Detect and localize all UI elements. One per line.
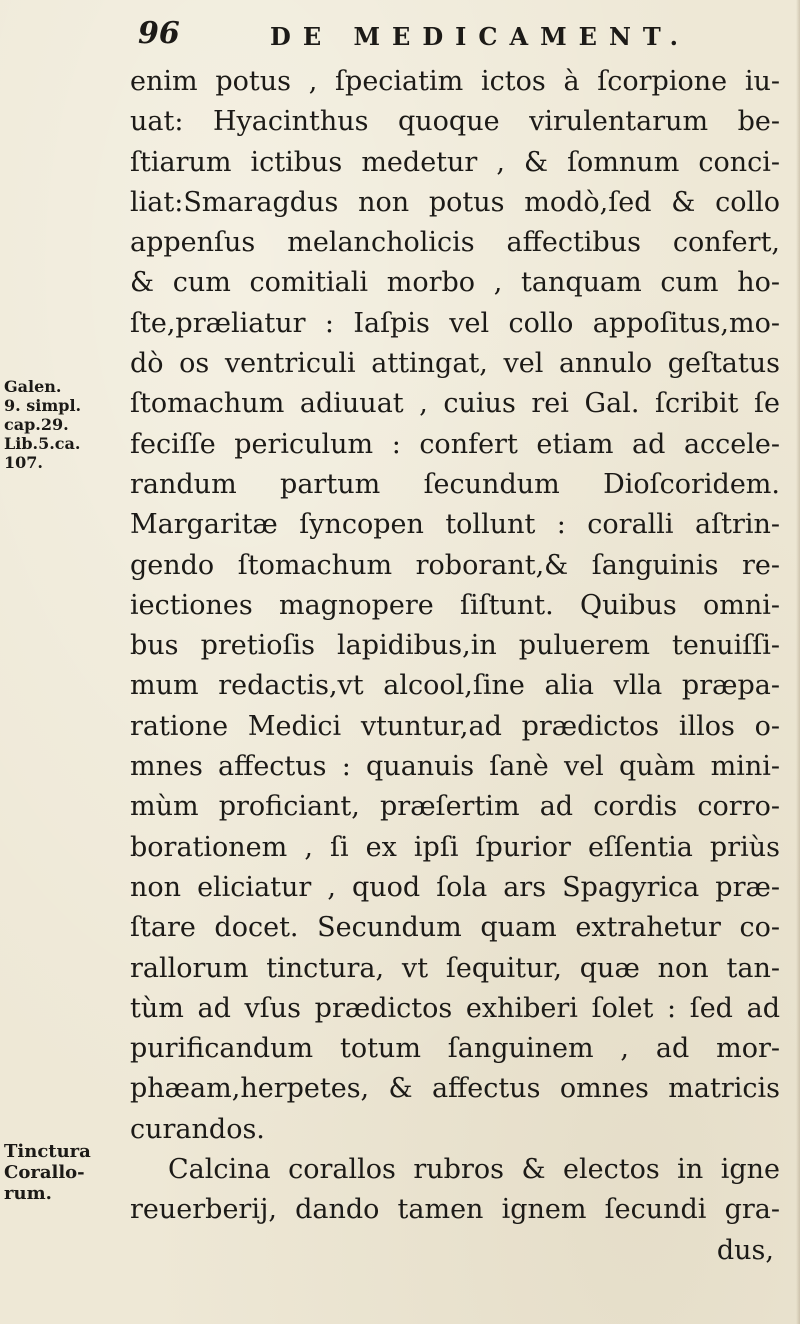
text-line: mùm proficiant, præſertim ad cordis corro- xyxy=(130,791,780,823)
text-line: ſtiarum ictibus medetur , & ſomnum conci- xyxy=(130,146,780,178)
margin-note-line: rum. xyxy=(4,1183,52,1204)
page-header xyxy=(130,16,780,60)
margin-note-line: 107. xyxy=(4,453,43,472)
text-line: phæam,herpetes, & affectus omnes matricis xyxy=(130,1073,780,1105)
text-line: purificandum totum ſanguinem , ad mor- xyxy=(130,1033,780,1065)
margin-note-line: Lib.5.ca. xyxy=(4,434,81,453)
text-line: dò os ventriculi attingat, vel annulo geſtatus xyxy=(130,348,780,380)
text-line: mum redactis,vt alcool,ſine alia vlla præpa- xyxy=(130,670,780,702)
text-line: reuerberij, dando tamen ignem ſecundi gra- xyxy=(130,1194,780,1226)
text-line: bus pretioſis lapidibus,in puluerem tenuiſſi- xyxy=(130,630,780,662)
text-line: iectiones magnopere ſiſtunt. Quibus omni- xyxy=(130,589,780,621)
text-line-paragraph-end: curandos. xyxy=(130,1113,265,1145)
body-text xyxy=(130,62,780,1271)
text-line: rallorum tinctura, vt ſequitur, quæ non tan- xyxy=(130,952,780,984)
text-line: enim potus , ſpeciatim ictos à ſcorpione iu- xyxy=(130,66,780,97)
page-number: 96 xyxy=(138,16,180,51)
margin-note-line: Corallo- xyxy=(4,1162,85,1183)
margin-note-tinctura xyxy=(0,1141,122,1204)
text-line: feciſſe periculum : confert etiam ad accele- xyxy=(130,428,780,460)
text-line: tùm ad vſus prædictos exhiberi ſolet : ſed ad xyxy=(130,992,780,1024)
text-line: liat:Smaragdus non potus modò,ſed & collo xyxy=(130,186,780,218)
text-line: ſtare docet. Secundum quam extrahetur co- xyxy=(130,912,780,944)
text-line: uat: Hyacinthus quoque virulentarum be- xyxy=(130,106,780,138)
text-line-paragraph-start: Calcina corallos rubros & electos in igne xyxy=(168,1154,780,1186)
text-line: randum partum ſecundum Dioſcoridem. xyxy=(130,468,780,500)
margin-note-line: Galen. xyxy=(4,377,62,396)
text-line: mnes affectus : quanuis ſanè vel quàm mini- xyxy=(130,751,780,783)
margin-note-line: Tinctura xyxy=(4,1141,91,1162)
margin-note-line: 9. simpl. xyxy=(4,396,82,415)
text-line: ratione Medici vtuntur,ad prædictos illos o- xyxy=(130,710,780,742)
text-line: borationem , ſi ex ipſi ſpurior eſſentia priùs xyxy=(130,831,780,863)
margin-note-galen xyxy=(0,377,122,472)
text-line: gendo ſtomachum roborant,& ſanguinis re- xyxy=(130,549,780,581)
running-head: DE MEDICAMENT. xyxy=(270,22,690,51)
margin-note-line: cap.29. xyxy=(4,415,69,434)
text-line: ſte,præliatur : Iaſpis vel collo appoſitus,mo- xyxy=(130,307,780,339)
page-edge-shadow xyxy=(796,0,800,1324)
text-line: ſtomachum adiuuat , cuius rei Gal. ſcribit ſe xyxy=(130,388,780,420)
text-line: non eliciatur , quod ſola ars Spagyrica præ- xyxy=(130,871,780,903)
catchword: dus, xyxy=(716,1234,774,1266)
text-line: Margaritæ ſyncopen tollunt : coralli aſtrin- xyxy=(130,509,780,541)
text-line: appenſus melancholicis affectibus confert, xyxy=(130,227,780,259)
text-line: & cum comitiali morbo , tanquam cum ho- xyxy=(130,267,780,299)
